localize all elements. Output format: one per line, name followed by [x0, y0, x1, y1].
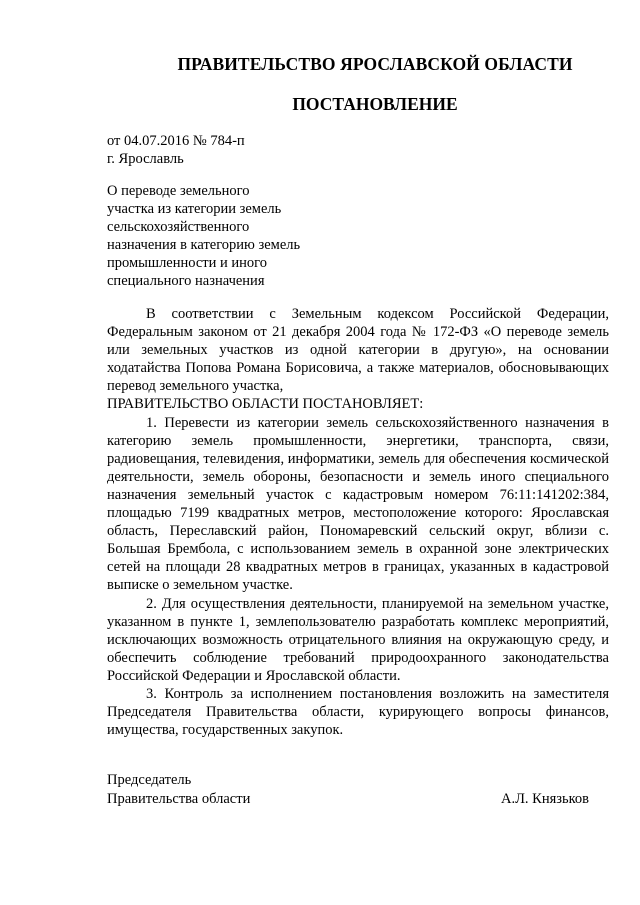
item-1-paragraph: 1. Перевести из категории земель сельскохозяйственного назначения в категорию земель промышленности, энергетики, транспорта, связи, радиовещания, телевидения, информатики, земель для обеспечения космической деятельности, земель обороны, безопасности и земель иного специального назначения земельный участок с кадастровым номером 76:11:141202:384, площадью 7199 квадратных метров, местоположение которого: Ярославская область, Переславский район, Пономаревский сельский округ, вблизи с. Большая Брембола, с использованием земель в охранной зоне электрических сетей на площади 28 квадратных метров в границах, указанных в кадастровой выписке о земельном участке.	[107, 414, 609, 594]
subject-line: участка из категории земель	[107, 201, 282, 217]
document-subject	[107, 182, 337, 290]
decree-line: ПРАВИТЕЛЬСТВО ОБЛАСТИ ПОСТАНОВЛЯЕТ:	[107, 396, 424, 413]
item-3-paragraph: 3. Контроль за исполнением постановления возложить на заместителя Председателя Правительства области, курирующего вопросы финансов, имущества, государственных закупок.	[107, 685, 609, 739]
issuing-authority-heading: ПРАВИТЕЛЬСТВО ЯРОСЛАВСКОЙ ОБЛАСТИ	[177, 54, 573, 74]
document-type-heading: ПОСТАНОВЛЕНИЕ	[292, 94, 458, 114]
subject-line: промышленности и иного	[107, 255, 268, 271]
subject-line: сельскохозяйственного	[107, 219, 250, 235]
preamble-paragraph: В соответствии с Земельным кодексом Российской Федерации, Федеральным законом от 21 декабря 2004 года № 172-ФЗ «О переводе земель или земельных участков из одной категории в другую», на основании ходатайства Попова Романа Борисовича, а также материалов, обосновывающих перевод земельного участка,	[107, 306, 609, 395]
document-body	[107, 305, 609, 739]
signatory-name: А.Л. Князьков	[500, 791, 589, 807]
subject-line: специального назначения	[107, 273, 265, 289]
date-number: от 04.07.2016 № 784-п	[107, 133, 245, 149]
item-2-paragraph: 2. Для осуществления деятельности, планируемой на земельном участке, указанном в пункте 1, землепользователю разработать комплекс мероприятий, исключающих возможность отрицательного влияния на окружающую среду, и обеспечить соблюдение требований природоохранного законодательства Российской Федерации и Ярославской области.	[107, 595, 609, 684]
subject-line: назначения в категорию земель	[107, 237, 301, 253]
signatory-title-line1: Председатель	[107, 772, 192, 788]
signature-row	[107, 790, 589, 809]
city: г. Ярославль	[107, 151, 184, 167]
subject-line: О переводе земельного	[107, 183, 250, 199]
signatory-title-line2: Правительства области	[107, 791, 251, 807]
signature-block	[107, 771, 589, 809]
document-meta	[107, 132, 245, 168]
